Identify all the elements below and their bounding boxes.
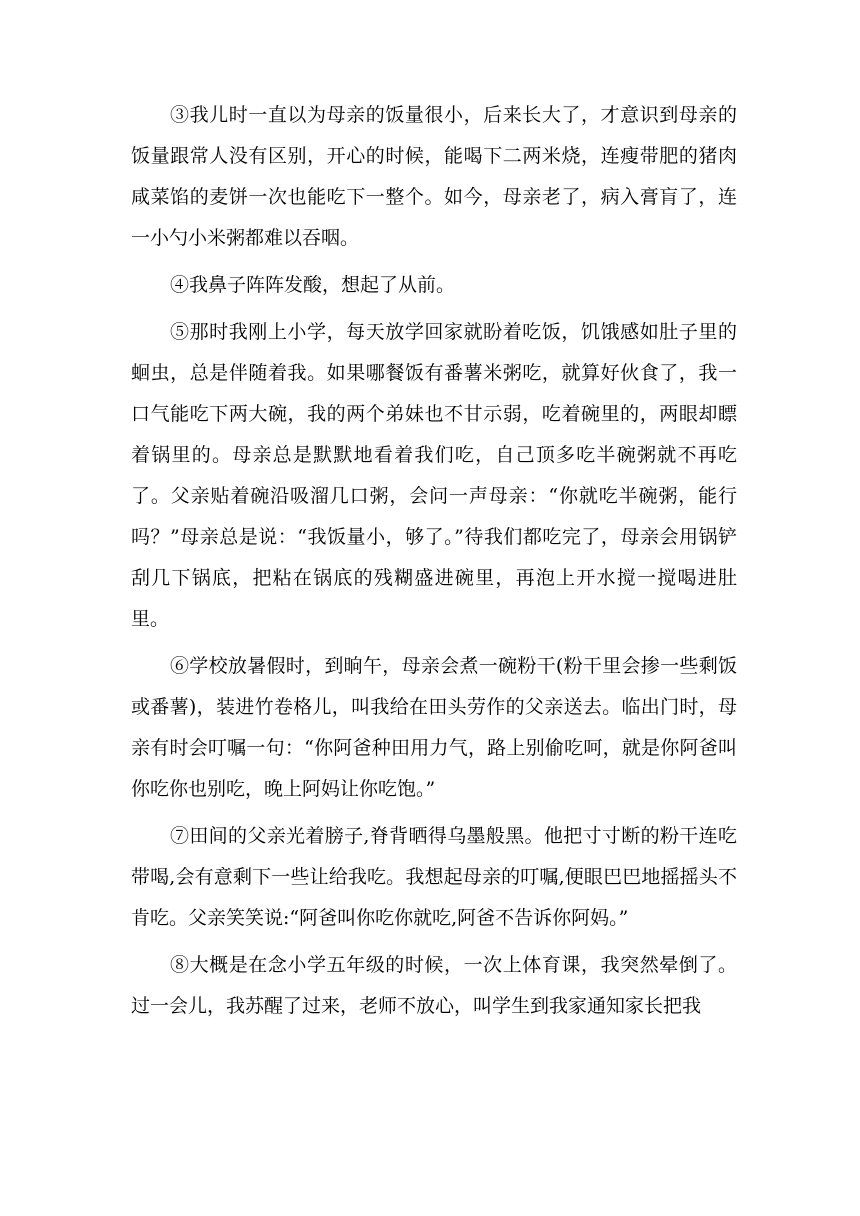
paragraph-6: ⑥学校放暑假时，到晌午，母亲会煮一碗粉干(粉干里会掺一些剩饭或番薯)，装进竹卷格儿，叫我给在田头劳作的父亲送去。临出门时，母亲有时会叮嘱一句：“你阿爸种田用力气，路上别偷吃呵，就是你阿爸叫你吃你也别吃，晚上阿妈让你吃饱。” [131, 655, 737, 800]
paragraph-3: ③我儿时一直以为母亲的饭量很小，后来长大了，才意识到母亲的饭量跟常人没有区别，开心的时候，能喝下二两米烧，连瘦带肥的猪肉咸菜馅的麦饼一次也能吃下一整个。如今，母亲老了，病入膏肓了，连一小勺小米粥都难以吞咽。 [131, 104, 737, 249]
paragraph-4: ④我鼻子阵阵发酸，想起了从前。 [170, 274, 456, 296]
document-page [131, 95, 737, 1027]
paragraph-5: ⑤那时我刚上小学，每天放学回家就盼着吃饭，饥饿感如肚子里的蛔虫，总是伴随着我。如果哪餐饭有番薯米粥吃，就算好伙食了，我一口气能吃下两大碗，我的两个弟妹也不甘示弱，吃着碗里的，两眼却瞟着锅里的。母亲总是默默地看着我们吃，自己顶多吃半碗粥就不再吃了。父亲贴着碗沿吸溜几口粥，会问一声母亲：“你就吃半碗粥，能行吗？”母亲总是说：“我饭量小，够了。”待我们都吃完了，母亲会用锅铲刮几下锅底，把粘在锅底的残糊盛进碗里，再泡上开水搅一搅喝进肚里。 [131, 321, 737, 630]
paragraph-8: ⑧大概是在念小学五年级的时候，一次上体育课，我突然晕倒了。过一会儿，我苏醒了过来，老师不放心，叫学生到我家通知家长把我 [131, 954, 737, 1017]
paragraph-7: ⑦田间的父亲光着膀子,脊背晒得乌墨般黑。他把寸寸断的粉干连吃带喝,会有意剩下一些让给我吃。我想起母亲的叮嘱,便眼巴巴地摇摇头不肯吃。父亲笑笑说:“阿爸叫你吃你就吃,阿爸不告诉你阿妈。” [131, 825, 737, 929]
